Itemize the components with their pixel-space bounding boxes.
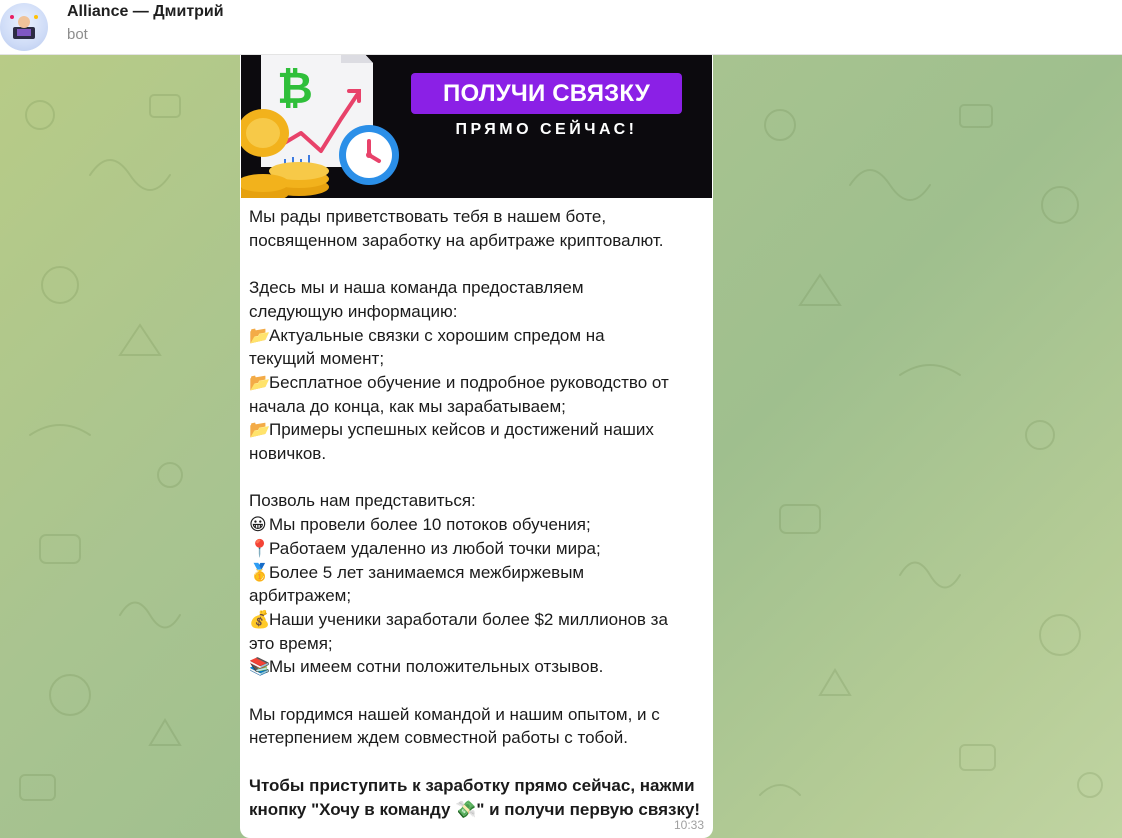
list-item-cont: новичков. <box>249 444 327 464</box>
banner-cta-label: ПОЛУЧИ СВЯЗКУ <box>411 73 682 114</box>
list-item-cont: это время; <box>249 633 333 653</box>
chat-title[interactable]: Alliance — Дмитрий <box>67 3 224 20</box>
chat-header <box>0 0 1122 55</box>
text-line-bold: кнопку "Хочу в команду 💸" и получи первую связку! <box>249 799 701 819</box>
text-line: Здесь мы и наша команда предоставляем <box>249 278 584 298</box>
folder-icon: 📂 <box>249 420 271 440</box>
text-line-bold: Чтобы приступить к заработку прямо сейчас, нажми <box>249 775 695 795</box>
list-item: 📚Мы имеем сотни положительных отзывов. <box>249 655 709 679</box>
list-item: 💰Наши ученики заработали более $2 миллионов за <box>249 608 709 632</box>
list-item: 🥇Более 5 лет занимаемся межбиржевым <box>249 561 709 585</box>
grin-icon: 😀 <box>249 515 267 535</box>
list-item-cont: начала до конца, как мы зарабатываем; <box>249 396 566 416</box>
message-time: 10:33 <box>673 818 704 832</box>
folder-icon: 📂 <box>249 372 271 392</box>
text-line: Мы гордимся нашей командой и нашим опытом, и с <box>249 704 660 724</box>
message-text <box>249 205 709 821</box>
medal-icon: 🥇 <box>249 562 271 582</box>
text-line: следующую информацию: <box>249 301 458 321</box>
list-item-cont: текущий момент; <box>249 349 385 369</box>
avatar[interactable] <box>0 3 48 51</box>
bot-avatar-icon <box>0 3 48 51</box>
text-line: нетерпением ждем совместной работы с тобой. <box>249 728 628 748</box>
message-bubble <box>240 55 713 838</box>
list-item: 📂Актуальные связки с хорошим спредом на <box>249 324 709 348</box>
list-item: 😀 Мы провели более 10 потоков обучения; <box>249 513 709 537</box>
bitcoin-icon <box>277 64 313 113</box>
promo-banner-image[interactable] <box>241 55 712 198</box>
pin-icon: 📍 <box>249 538 271 558</box>
list-item: 📍Работаем удаленно из любой точки мира; <box>249 537 709 561</box>
books-icon: 📚 <box>249 657 271 677</box>
list-item-cont: арбитражем; <box>249 586 352 606</box>
text-line: посвященном заработку на арбитраже криптовалют. <box>249 230 664 250</box>
chat-subtitle: bot <box>67 26 88 43</box>
banner-illustration <box>241 55 411 198</box>
text-line: Позволь нам представиться: <box>249 491 476 511</box>
banner-cta-subtitle: ПРЯМО СЕЙЧАС! <box>455 121 638 138</box>
folder-icon: 📂 <box>249 325 271 345</box>
list-item: 📂Примеры успешных кейсов и достижений наших <box>249 418 709 442</box>
list-item: 📂Бесплатное обучение и подробное руководство от <box>249 371 709 395</box>
svg-text:₿: ₿ <box>277 64 313 113</box>
money-bag-icon: 💰 <box>249 609 271 629</box>
clock-icon <box>339 125 399 185</box>
text-line: Мы рады приветствовать тебя в нашем боте, <box>249 207 607 226</box>
